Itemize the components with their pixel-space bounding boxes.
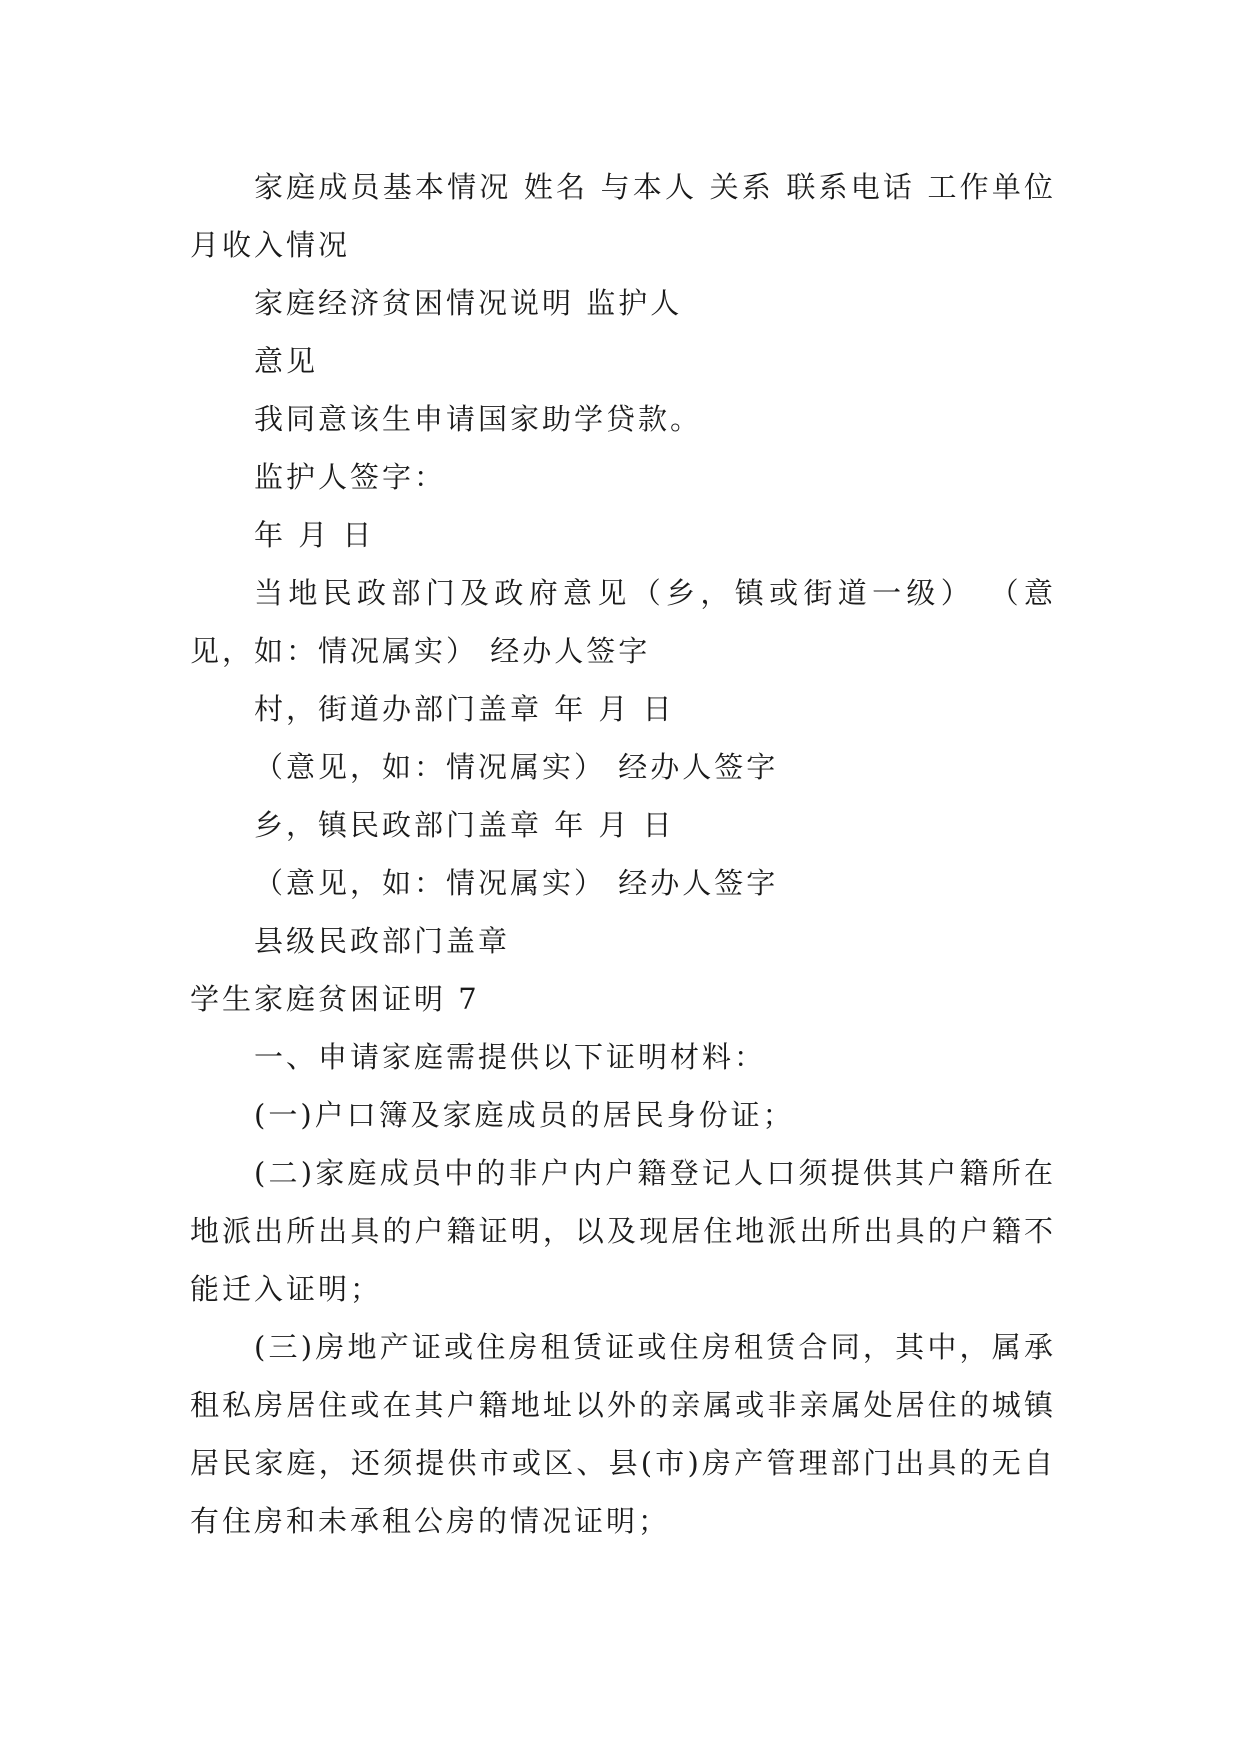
paragraph-opinion-signature-2: （意见，如：情况属实） 经办人签字 [254, 866, 779, 900]
paragraph-family-members: 家庭成员基本情况 姓名 与本人 关系 联系电话 工作单位 月收入情况 [190, 170, 1056, 262]
paragraph-opinion-heading: 意见 [254, 344, 319, 378]
paragraph-item-3: (三)房地产证或住房租赁证或住房租赁合同，其中，属承租私房居住或在其户籍地址以外的亲属或非亲属处居住的城镇居民家庭，还须提供市或区、县(市)房产管理部门出具的无自有住房和未承租公房的情况证明； [190, 1330, 1056, 1538]
section-title: 学生家庭贫困证明 7 [190, 982, 480, 1016]
paragraph-required-materials: 一、申请家庭需提供以下证明材料： [254, 1040, 767, 1074]
paragraph-item-1: (一)户口簿及家庭成员的居民身份证； [254, 1098, 795, 1132]
paragraph-guardian-consent: 我同意该生申请国家助学贷款。 [254, 402, 703, 436]
paragraph-item-2: (二)家庭成员中的非户内户籍登记人口须提供其户籍所在地派出所出具的户籍证明，以及现居住地派出所出具的户籍不能迁入证明； [190, 1156, 1056, 1306]
paragraph-guardian-signature: 监护人签字： [254, 460, 447, 494]
paragraph-date-line: 年 月 日 [254, 518, 375, 552]
paragraph-village-stamp: 村，街道办部门盖章 年 月 日 [254, 692, 675, 726]
paragraph-poverty-explanation: 家庭经济贫困情况说明 监护人 [254, 286, 683, 320]
paragraph-civil-affairs-opinion: 当地民政部门及政府意见（乡，镇或街道一级） （意见，如：情况属实） 经办人签字 [190, 576, 1056, 668]
paragraph-county-stamp: 县级民政部门盖章 [254, 924, 511, 958]
document-body [190, 158, 1056, 1550]
paragraph-opinion-signature-1: （意见，如：情况属实） 经办人签字 [254, 750, 779, 784]
paragraph-town-stamp: 乡，镇民政部门盖章 年 月 日 [254, 808, 675, 842]
